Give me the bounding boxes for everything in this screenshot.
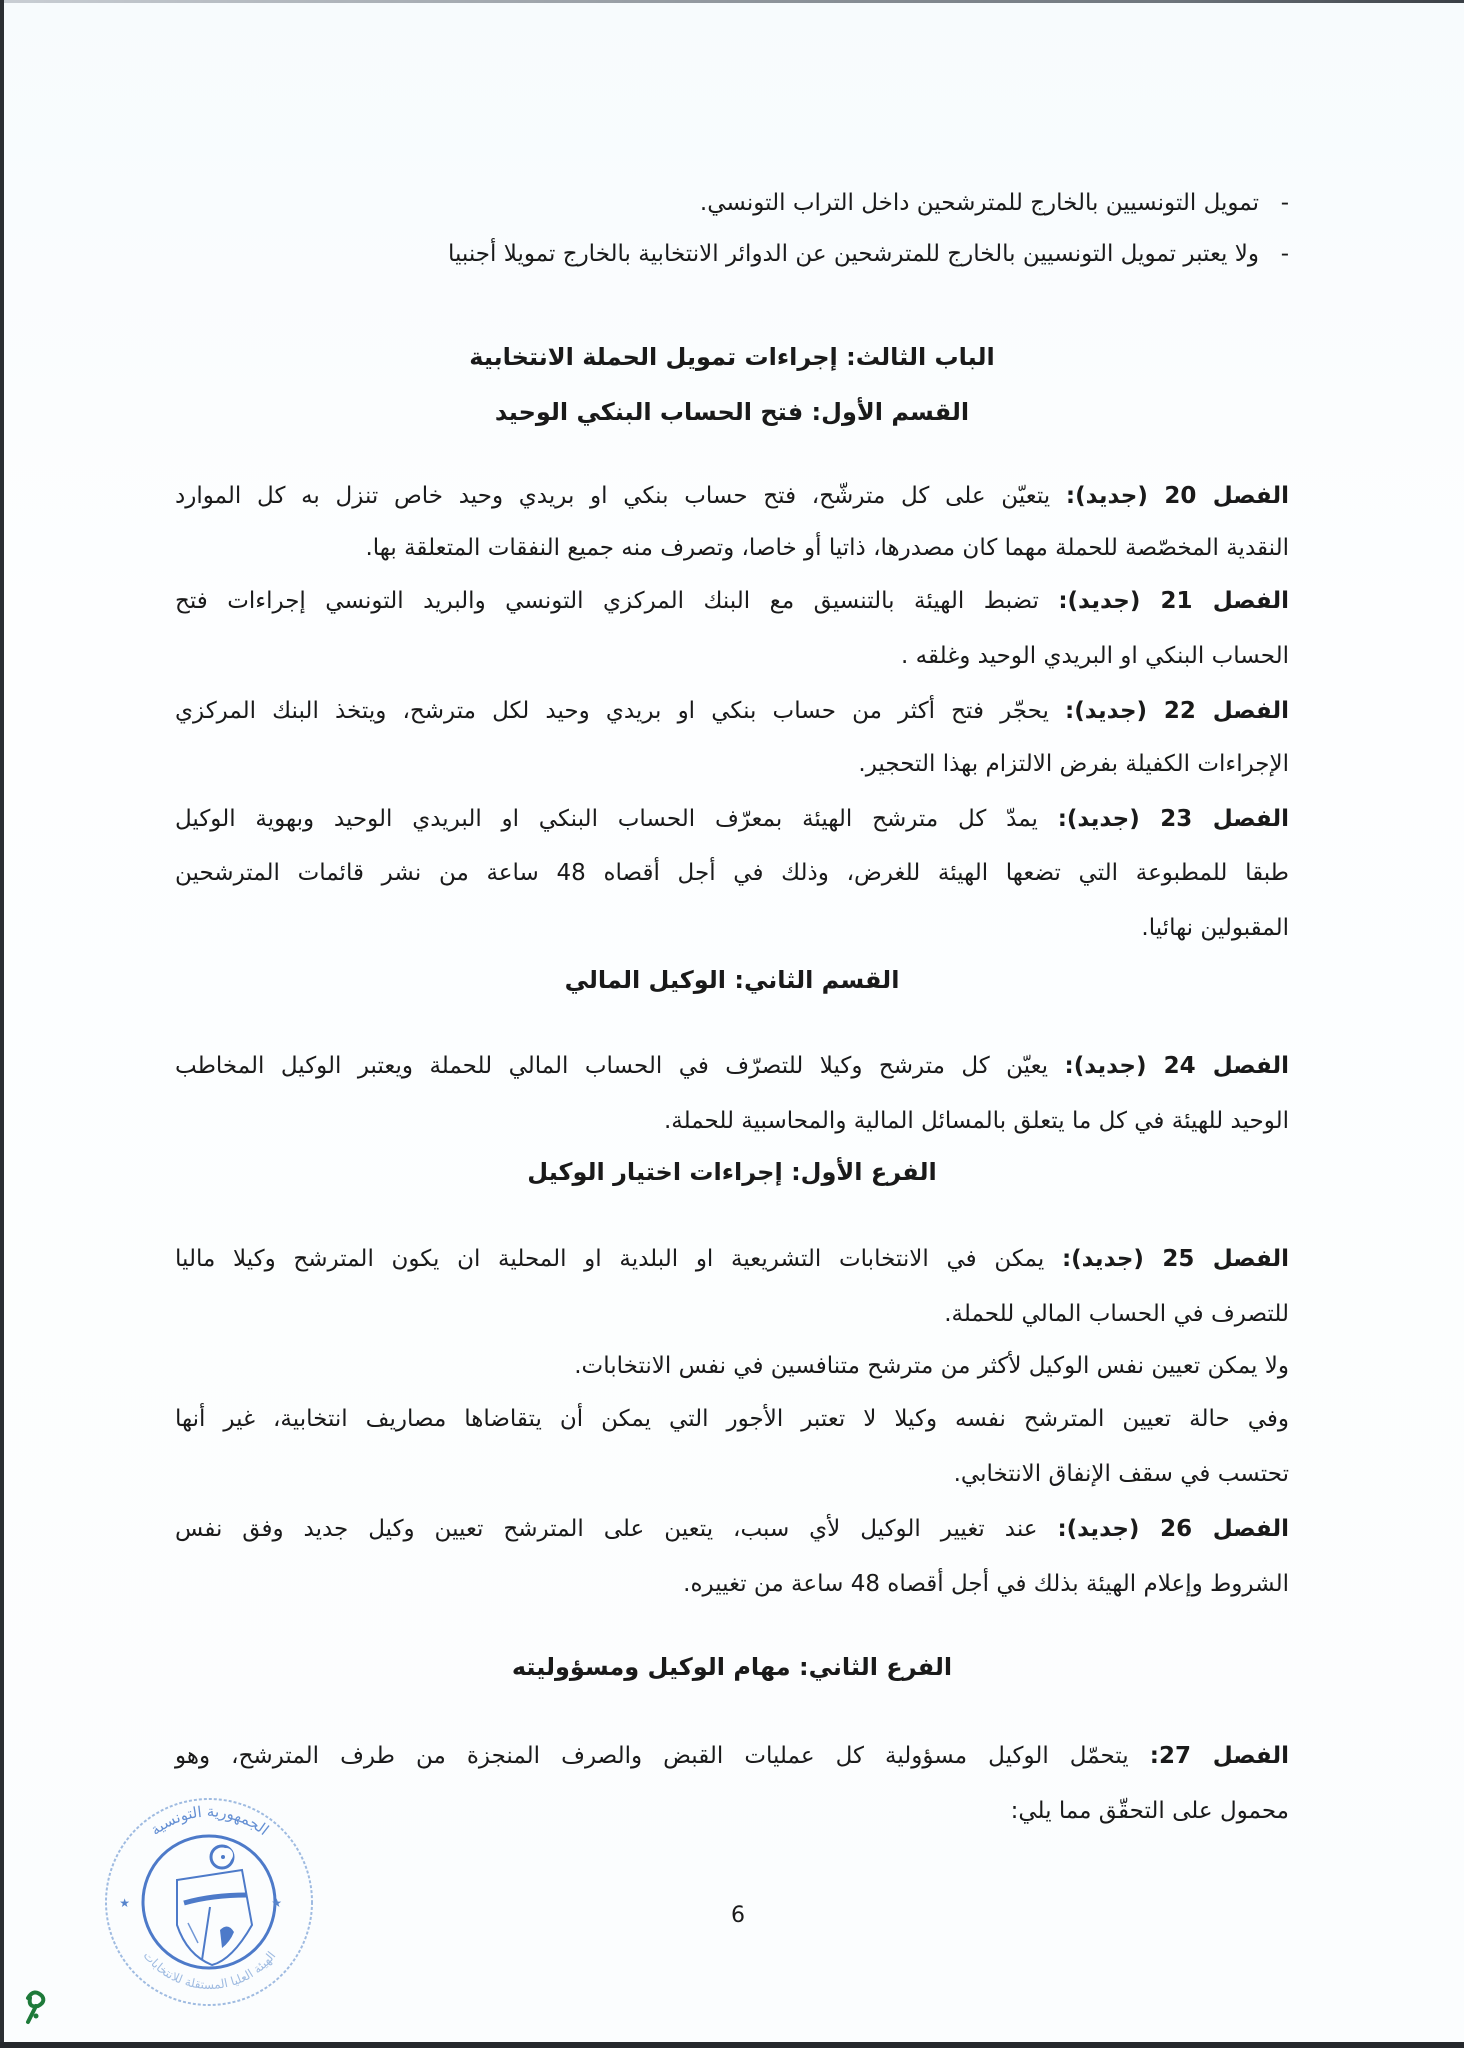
page-number: 6 (731, 1903, 745, 1928)
article-text: عند تغيير الوكيل لأي سبب، يتعين على المترشح تعيين وكيل جديد وفق نفس (175, 1516, 1038, 1542)
article-label: الفصل 27: (1149, 1743, 1289, 1769)
article-text: محمول على التحقّق مما يلي: (1010, 1798, 1289, 1824)
article-25 (175, 1248, 1289, 1271)
article-label: الفصل 25 (جديد): (1061, 1246, 1290, 1272)
article-text: يحجّر فتح أكثر من حساب بنكي او بريدي وحيد لكل مترشح، ويتخذ البنك المركزي (175, 698, 1049, 724)
article-text: يتحمّل الوكيل مسؤولية كل عمليات القبض والصرف المنجزة من طرف المترشح، وهو (175, 1743, 1129, 1769)
scan-edge (0, 0, 4, 2048)
official-stamp (102, 1795, 317, 2010)
article-21 (175, 590, 1289, 613)
article-text: ولا يمكن تعيين نفس الوكيل لأكثر من مترشح متنافسين في نفس الانتخابات. (574, 1353, 1289, 1379)
stamp-outer-text: الجمهورية التونسية (146, 1802, 273, 1839)
article-text: الإجراءات الكفيلة بفرض الالتزام بهذا التحجير. (858, 751, 1289, 777)
chapter-title: الباب الثالث: إجراءات تمويل الحملة الانتخابية (469, 343, 995, 371)
article-text: يتعيّن على كل مترشّح، فتح حساب بنكي او بريدي وحيد خاص تنزل به كل الموارد (175, 483, 1051, 509)
star-icon: ★ (119, 1896, 130, 1910)
article-text: وفي حالة تعيين المترشح نفسه وكيلا لا تعتبر الأجور التي يمكن أن يتقاضاها مصاريف انتخابية، غير أنها (175, 1406, 1289, 1432)
article-label: الفصل 26 (جديد): (1057, 1516, 1289, 1542)
section-title: القسم الأول: فتح الحساب البنكي الوحيد (494, 398, 970, 426)
article-label: الفصل 24 (جديد): (1064, 1053, 1290, 1079)
article-label: الفصل 21 (جديد): (1058, 588, 1289, 614)
article-text: يمدّ كل مترشح الهيئة بمعرّف الحساب البنكي او البريدي الوحيد وبهوية الوكيل (175, 806, 1038, 832)
article-text: الوحيد للهيئة في كل ما يتعلق بالمسائل المالية والمحاسبية للحملة. (663, 1108, 1289, 1134)
scan-edge (0, 2042, 1464, 2048)
bullet-text: تمويل التونسيين بالخارج للمترشحين داخل التراب التونسي. (699, 190, 1259, 216)
article-23 (175, 808, 1289, 831)
article-text: طبقا للمطبوعة التي تضعها الهيئة للغرض، وذلك في أجل أقصاه 48 ساعة من نشر قائمات المترشحين (175, 860, 1289, 886)
article-20 (175, 485, 1289, 508)
article-text: النقدية المخصّصة للحملة مهما كان مصدرها، ذاتيا أو خاصا، وتصرف منه جميع النفقات المتعلقة بها. (365, 535, 1289, 561)
article-label: الفصل 23 (جديد): (1057, 806, 1289, 832)
coat-of-arms-icon (177, 1846, 252, 1965)
bullet-marker: - (1280, 241, 1289, 267)
bullet-item (447, 241, 1289, 267)
handwritten-initials (14, 1980, 54, 2030)
section-title: القسم الثاني: الوكيل المالي (564, 966, 900, 994)
article-text: للتصرف في الحساب المالي للحملة. (944, 1301, 1289, 1327)
star-icon: ★ (271, 1896, 282, 1910)
article-label: الفصل 20 (جديد): (1065, 483, 1289, 509)
article-22 (175, 700, 1289, 723)
subsection-title: الفرع الثاني: مهام الوكيل ومسؤوليته (511, 1653, 953, 1681)
article-text: يعيّن كل مترشح وكيلا للتصرّف في الحساب المالي للحملة ويعتبر الوكيل المخاطب (175, 1053, 1049, 1079)
article-text: الحساب البنكي او البريدي الوحيد وغلقه . (901, 643, 1289, 669)
scan-edge (0, 0, 1464, 3)
article-text: الشروط وإعلام الهيئة بذلك في أجل أقصاه 48 ساعة من تغييره. (683, 1571, 1289, 1597)
bullet-marker: - (1280, 190, 1289, 216)
article-label: الفصل 22 (جديد): (1065, 698, 1289, 724)
bullet-text: ولا يعتبر تمويل التونسيين بالخارج للمترشحين عن الدوائر الانتخابية بالخارج تمويلا أجنبيا (447, 241, 1259, 267)
article-text: المقبولين نهائيا. (1141, 915, 1289, 941)
article-26 (175, 1518, 1289, 1541)
stamp-inner-text: الهيئة العليا المستقلة للانتخابات (140, 1948, 279, 1992)
subsection-title: الفرع الأول: إجراءات اختيار الوكيل (527, 1158, 937, 1186)
article-text: تحتسب في سقف الإنفاق الانتخابي. (953, 1461, 1289, 1487)
bullet-item (699, 190, 1289, 216)
article-24 (175, 1055, 1289, 1078)
article-text: تضبط الهيئة بالتنسيق مع البنك المركزي التونسي والبريد التونسي إجراءات فتح (175, 588, 1039, 614)
article-text: يمكن في الانتخابات التشريعية او البلدية او المحلية ان يكون المترشح وكيلا ماليا (175, 1246, 1045, 1272)
article-27 (175, 1745, 1289, 1768)
